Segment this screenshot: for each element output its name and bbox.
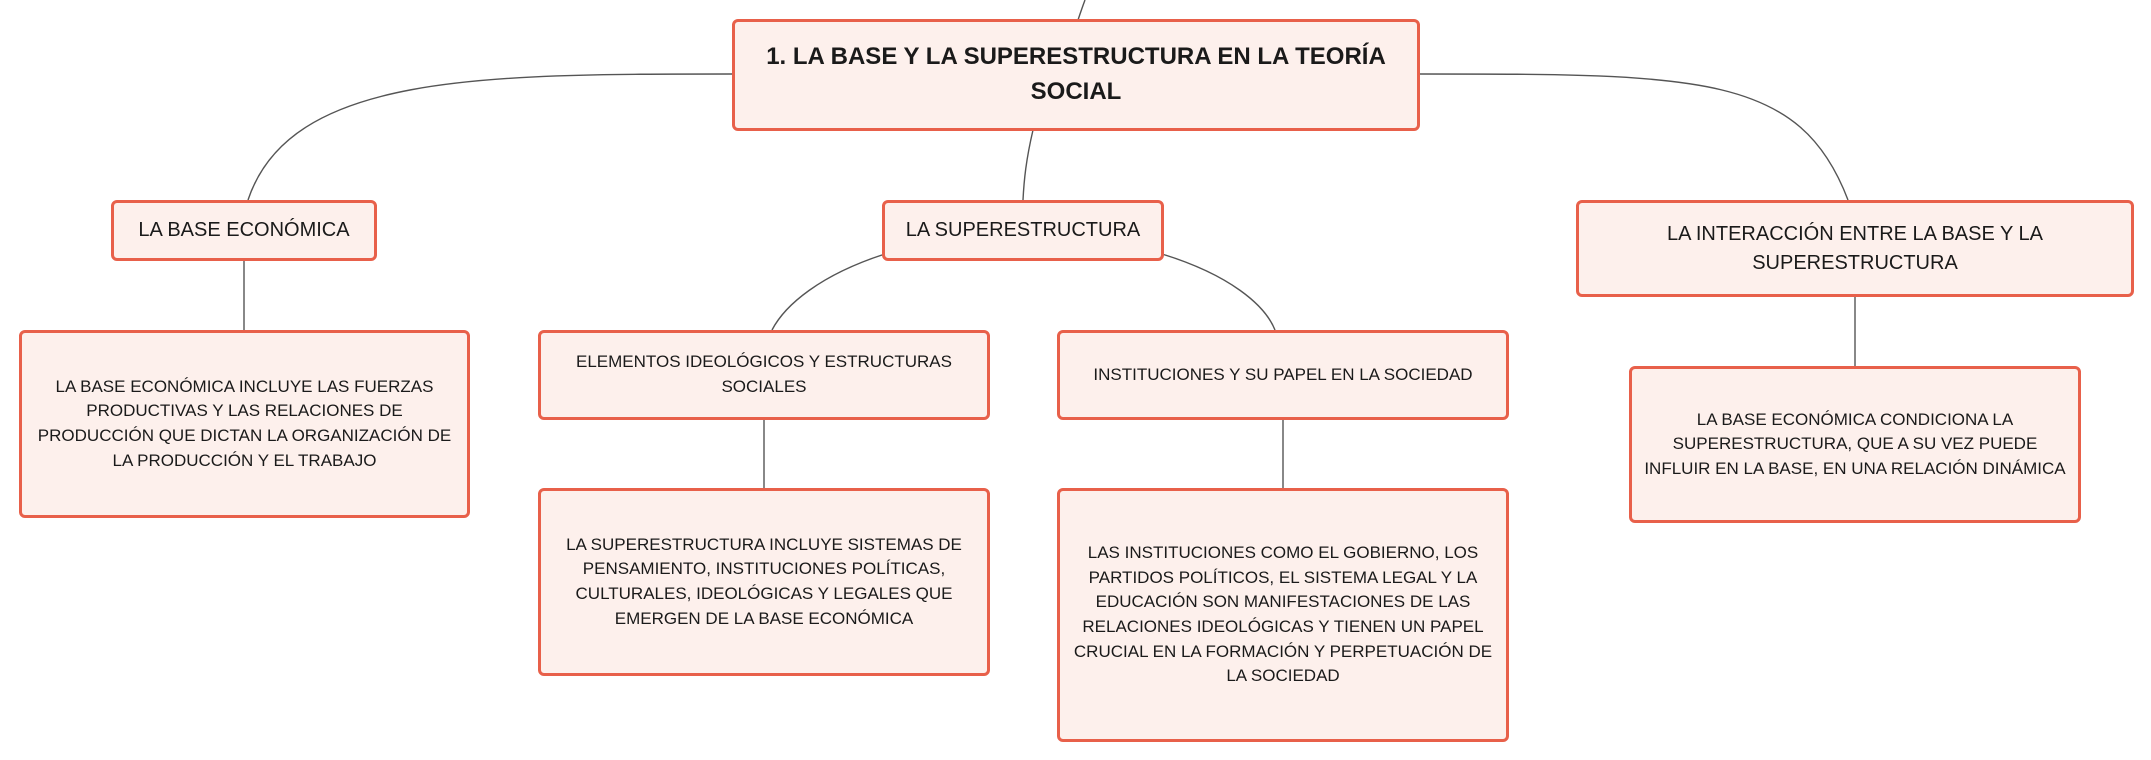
connector-root-to-base <box>248 74 732 200</box>
topic-interaccion-label: LA INTERACCIÓN ENTRE LA BASE Y LA SUPERESTRUCTURA <box>1666 222 2044 274</box>
interaccion-detail[interactable] <box>1629 366 2081 523</box>
elementos-ideologicos-detail[interactable] <box>538 488 990 676</box>
subtopic-instituciones[interactable] <box>1057 330 1509 420</box>
instituciones-detail-text: LAS INSTITUCIONES COMO EL GOBIERNO, LOS PARTIDOS POLÍTICOS, EL SISTEMA LEGAL Y LA EDUCACIÓN SON MANIFESTACIONES DE LAS RELACIONES IDEOLÓGICAS Y TIENEN UN PAPEL CRUCIAL EN LA FORMACIÓN Y PERPETUACIÓN DE LA SOCIEDAD <box>1073 543 1493 686</box>
connector-parent-to-root <box>1078 0 1085 20</box>
topic-superestructura-label: LA SUPERESTRUCTURA <box>905 219 1141 241</box>
connector-superestructura-to-instituciones <box>1162 254 1275 330</box>
elementos-ideologicos-detail-text: LA SUPERESTRUCTURA INCLUYE SISTEMAS DE PENSAMIENTO, INSTITUCIONES POLÍTICAS, CULTURALES, IDEOLÓGICAS Y LEGALES QUE EMERGEN DE LA BASE ECONÓMICA <box>566 534 962 628</box>
connector-root-to-superestructura <box>1023 130 1033 200</box>
root-node[interactable] <box>732 19 1420 131</box>
topic-base-economica[interactable] <box>111 200 377 261</box>
base-economica-detail-text: LA BASE ECONÓMICA INCLUYE LAS FUERZAS PRODUCTIVAS Y LAS RELACIONES DE PRODUCCIÓN QUE DICTAN LA ORGANIZACIÓN DE LA PRODUCCIÓN Y EL TRABAJO <box>37 376 452 470</box>
topic-base-economica-label: LA BASE ECONÓMICA <box>138 219 350 241</box>
interaccion-detail-text: LA BASE ECONÓMICA CONDICIONA LA SUPERESTRUCTURA, QUE A SU VEZ PUEDE INFLUIR EN LA BASE, EN UNA RELACIÓN DINÁMICA <box>1644 409 2066 478</box>
instituciones-detail[interactable] <box>1057 488 1509 742</box>
subtopic-instituciones-label: INSTITUCIONES Y SU PAPEL EN LA SOCIEDAD <box>1093 364 1473 384</box>
connector-superestructura-to-ideologicos <box>772 254 885 330</box>
root-label: 1. LA BASE Y LA SUPERESTRUCTURA EN LA TEORÍA SOCIAL <box>766 43 1386 105</box>
subtopic-elementos-ideologicos-label: ELEMENTOS IDEOLÓGICOS Y ESTRUCTURAS SOCIALES <box>576 352 952 396</box>
subtopic-elementos-ideologicos[interactable] <box>538 330 990 420</box>
topic-superestructura[interactable] <box>882 200 1164 261</box>
topic-interaccion[interactable] <box>1576 200 2134 297</box>
connector-root-to-interaccion <box>1420 74 1848 200</box>
base-economica-detail[interactable] <box>19 330 470 518</box>
